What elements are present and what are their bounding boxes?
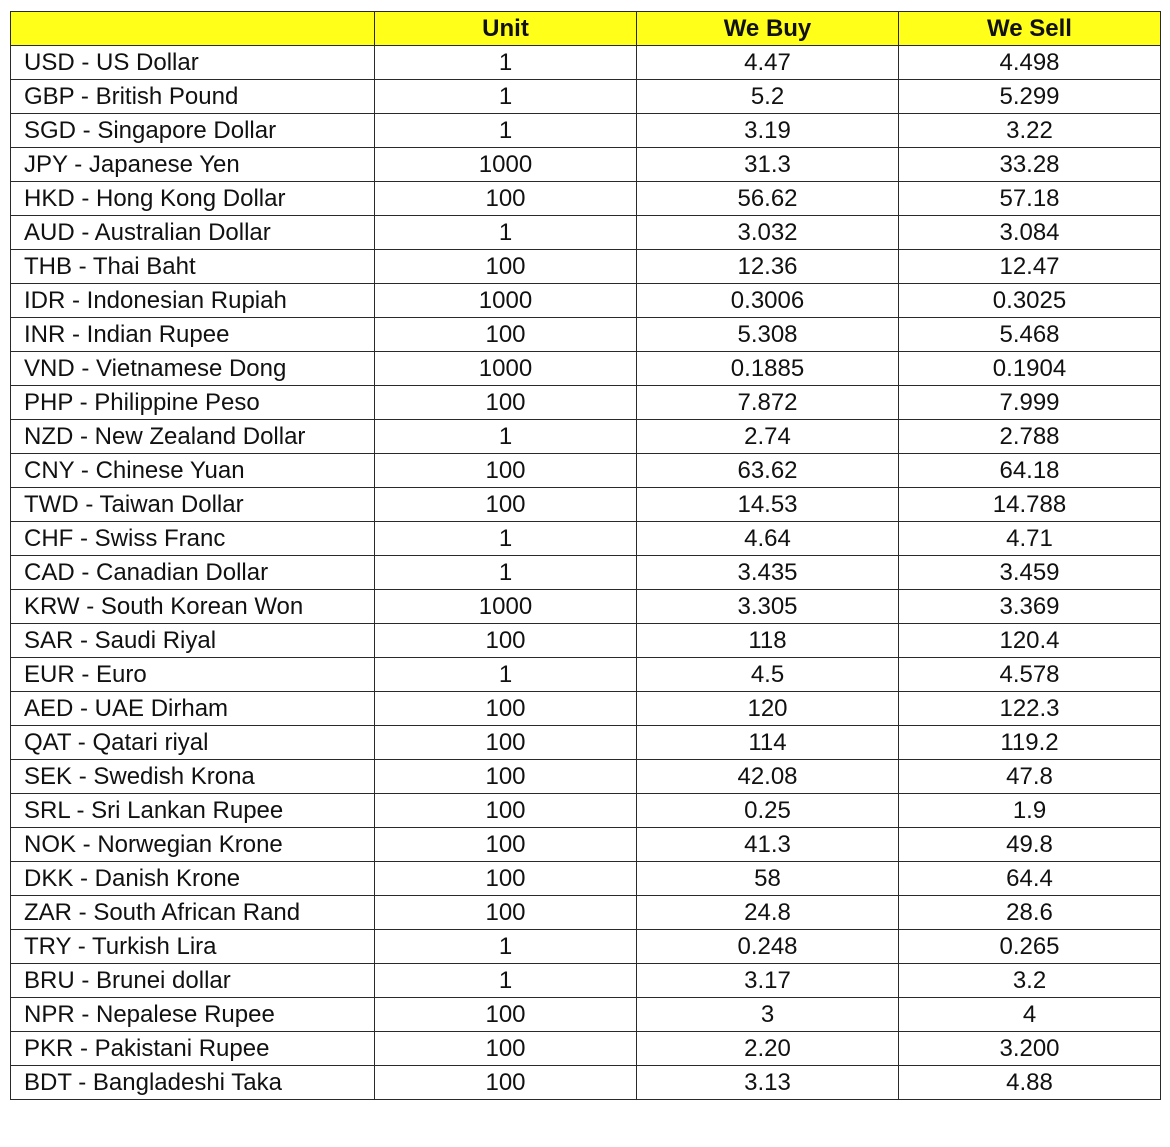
unit-cell: 100 bbox=[375, 624, 637, 658]
currency-cell: PHP - Philippine Peso bbox=[11, 386, 375, 420]
we-buy-cell: 120 bbox=[637, 692, 899, 726]
we-buy-cell: 4.5 bbox=[637, 658, 899, 692]
unit-cell: 100 bbox=[375, 250, 637, 284]
we-buy-cell: 12.36 bbox=[637, 250, 899, 284]
header-row bbox=[11, 12, 1161, 46]
we-sell-cell: 33.28 bbox=[899, 148, 1161, 182]
currency-cell: DKK - Danish Krone bbox=[11, 862, 375, 896]
table-header bbox=[11, 12, 1161, 46]
we-buy-cell: 31.3 bbox=[637, 148, 899, 182]
unit-cell: 1 bbox=[375, 930, 637, 964]
we-buy-cell: 3.19 bbox=[637, 114, 899, 148]
table-row bbox=[11, 658, 1161, 692]
we-buy-cell: 56.62 bbox=[637, 182, 899, 216]
unit-cell: 100 bbox=[375, 896, 637, 930]
currency-cell: NZD - New Zealand Dollar bbox=[11, 420, 375, 454]
we-sell-cell: 64.18 bbox=[899, 454, 1161, 488]
currency-cell: SGD - Singapore Dollar bbox=[11, 114, 375, 148]
currency-cell: TRY - Turkish Lira bbox=[11, 930, 375, 964]
we-sell-cell: 64.4 bbox=[899, 862, 1161, 896]
we-sell-cell: 0.1904 bbox=[899, 352, 1161, 386]
we-buy-cell: 3.032 bbox=[637, 216, 899, 250]
unit-cell: 1 bbox=[375, 522, 637, 556]
we-buy-cell: 5.308 bbox=[637, 318, 899, 352]
table-row bbox=[11, 46, 1161, 80]
unit-cell: 1 bbox=[375, 964, 637, 998]
table-row bbox=[11, 726, 1161, 760]
currency-cell: AED - UAE Dirham bbox=[11, 692, 375, 726]
we-buy-cell: 42.08 bbox=[637, 760, 899, 794]
we-sell-cell: 5.299 bbox=[899, 80, 1161, 114]
we-buy-cell: 0.3006 bbox=[637, 284, 899, 318]
unit-cell: 1000 bbox=[375, 148, 637, 182]
currency-cell: HKD - Hong Kong Dollar bbox=[11, 182, 375, 216]
we-sell-cell: 28.6 bbox=[899, 896, 1161, 930]
table-row bbox=[11, 760, 1161, 794]
table-row bbox=[11, 590, 1161, 624]
we-buy-cell: 3.17 bbox=[637, 964, 899, 998]
unit-cell: 1 bbox=[375, 216, 637, 250]
unit-cell: 1 bbox=[375, 80, 637, 114]
we-sell-cell: 3.22 bbox=[899, 114, 1161, 148]
table-row bbox=[11, 488, 1161, 522]
currency-cell: CNY - Chinese Yuan bbox=[11, 454, 375, 488]
table-row bbox=[11, 794, 1161, 828]
unit-cell: 100 bbox=[375, 794, 637, 828]
currency-cell: NPR - Nepalese Rupee bbox=[11, 998, 375, 1032]
we-buy-cell: 41.3 bbox=[637, 828, 899, 862]
we-buy-cell: 3 bbox=[637, 998, 899, 1032]
table-row bbox=[11, 80, 1161, 114]
table-row bbox=[11, 624, 1161, 658]
we-buy-cell: 7.872 bbox=[637, 386, 899, 420]
table-row bbox=[11, 284, 1161, 318]
table-row bbox=[11, 352, 1161, 386]
table-row bbox=[11, 930, 1161, 964]
we-sell-cell: 4 bbox=[899, 998, 1161, 1032]
table-row bbox=[11, 522, 1161, 556]
we-buy-cell: 4.47 bbox=[637, 46, 899, 80]
we-sell-cell: 5.468 bbox=[899, 318, 1161, 352]
we-sell-cell: 2.788 bbox=[899, 420, 1161, 454]
we-buy-cell: 3.305 bbox=[637, 590, 899, 624]
table-row bbox=[11, 318, 1161, 352]
currency-cell: ZAR - South African Rand bbox=[11, 896, 375, 930]
we-sell-cell: 14.788 bbox=[899, 488, 1161, 522]
table-row bbox=[11, 454, 1161, 488]
we-buy-cell: 118 bbox=[637, 624, 899, 658]
we-sell-cell: 120.4 bbox=[899, 624, 1161, 658]
we-buy-cell: 0.25 bbox=[637, 794, 899, 828]
table-row bbox=[11, 692, 1161, 726]
we-sell-cell: 3.2 bbox=[899, 964, 1161, 998]
we-buy-cell: 3.13 bbox=[637, 1066, 899, 1100]
we-sell-cell: 122.3 bbox=[899, 692, 1161, 726]
currency-cell: BDT - Bangladeshi Taka bbox=[11, 1066, 375, 1100]
currency-cell: SEK - Swedish Krona bbox=[11, 760, 375, 794]
table-row bbox=[11, 250, 1161, 284]
we-sell-cell: 1.9 bbox=[899, 794, 1161, 828]
we-buy-cell: 114 bbox=[637, 726, 899, 760]
table-row bbox=[11, 998, 1161, 1032]
we-sell-cell: 57.18 bbox=[899, 182, 1161, 216]
unit-cell: 100 bbox=[375, 1066, 637, 1100]
unit-cell: 100 bbox=[375, 726, 637, 760]
table-row bbox=[11, 182, 1161, 216]
currency-cell: THB - Thai Baht bbox=[11, 250, 375, 284]
table-row bbox=[11, 216, 1161, 250]
table-row bbox=[11, 386, 1161, 420]
we-buy-cell: 2.74 bbox=[637, 420, 899, 454]
table-row bbox=[11, 556, 1161, 590]
header-we-sell: We Sell bbox=[899, 12, 1161, 46]
we-sell-cell: 3.200 bbox=[899, 1032, 1161, 1066]
we-buy-cell: 5.2 bbox=[637, 80, 899, 114]
we-buy-cell: 58 bbox=[637, 862, 899, 896]
header-currency bbox=[11, 12, 375, 46]
we-sell-cell: 3.369 bbox=[899, 590, 1161, 624]
currency-cell: SAR - Saudi Riyal bbox=[11, 624, 375, 658]
unit-cell: 100 bbox=[375, 1032, 637, 1066]
unit-cell: 100 bbox=[375, 692, 637, 726]
unit-cell: 100 bbox=[375, 182, 637, 216]
currency-cell: GBP - British Pound bbox=[11, 80, 375, 114]
we-sell-cell: 3.084 bbox=[899, 216, 1161, 250]
table-row bbox=[11, 114, 1161, 148]
we-sell-cell: 0.3025 bbox=[899, 284, 1161, 318]
unit-cell: 100 bbox=[375, 318, 637, 352]
currency-cell: NOK - Norwegian Krone bbox=[11, 828, 375, 862]
unit-cell: 1 bbox=[375, 46, 637, 80]
header-unit: Unit bbox=[375, 12, 637, 46]
we-sell-cell: 119.2 bbox=[899, 726, 1161, 760]
unit-cell: 1 bbox=[375, 420, 637, 454]
currency-cell: TWD - Taiwan Dollar bbox=[11, 488, 375, 522]
we-buy-cell: 3.435 bbox=[637, 556, 899, 590]
unit-cell: 100 bbox=[375, 998, 637, 1032]
table-row bbox=[11, 148, 1161, 182]
currency-cell: INR - Indian Rupee bbox=[11, 318, 375, 352]
currency-cell: BRU - Brunei dollar bbox=[11, 964, 375, 998]
we-sell-cell: 7.999 bbox=[899, 386, 1161, 420]
unit-cell: 100 bbox=[375, 386, 637, 420]
we-buy-cell: 24.8 bbox=[637, 896, 899, 930]
table-row bbox=[11, 862, 1161, 896]
table-row bbox=[11, 420, 1161, 454]
table-row bbox=[11, 828, 1161, 862]
unit-cell: 100 bbox=[375, 760, 637, 794]
we-buy-cell: 14.53 bbox=[637, 488, 899, 522]
currency-cell: QAT - Qatari riyal bbox=[11, 726, 375, 760]
we-buy-cell: 0.248 bbox=[637, 930, 899, 964]
currency-cell: USD - US Dollar bbox=[11, 46, 375, 80]
currency-cell: AUD - Australian Dollar bbox=[11, 216, 375, 250]
we-sell-cell: 47.8 bbox=[899, 760, 1161, 794]
unit-cell: 1 bbox=[375, 114, 637, 148]
currency-cell: EUR - Euro bbox=[11, 658, 375, 692]
currency-cell: VND - Vietnamese Dong bbox=[11, 352, 375, 386]
unit-cell: 1000 bbox=[375, 284, 637, 318]
we-buy-cell: 2.20 bbox=[637, 1032, 899, 1066]
unit-cell: 1 bbox=[375, 556, 637, 590]
we-sell-cell: 12.47 bbox=[899, 250, 1161, 284]
table-body bbox=[11, 46, 1161, 1100]
currency-cell: CHF - Swiss Franc bbox=[11, 522, 375, 556]
we-sell-cell: 0.265 bbox=[899, 930, 1161, 964]
table-row bbox=[11, 1032, 1161, 1066]
we-sell-cell: 4.71 bbox=[899, 522, 1161, 556]
unit-cell: 100 bbox=[375, 454, 637, 488]
unit-cell: 100 bbox=[375, 828, 637, 862]
unit-cell: 1 bbox=[375, 658, 637, 692]
we-sell-cell: 3.459 bbox=[899, 556, 1161, 590]
we-buy-cell: 4.64 bbox=[637, 522, 899, 556]
unit-cell: 100 bbox=[375, 862, 637, 896]
we-buy-cell: 63.62 bbox=[637, 454, 899, 488]
we-sell-cell: 49.8 bbox=[899, 828, 1161, 862]
currency-cell: PKR - Pakistani Rupee bbox=[11, 1032, 375, 1066]
currency-cell: SRL - Sri Lankan Rupee bbox=[11, 794, 375, 828]
exchange-rate-table bbox=[10, 11, 1161, 1100]
unit-cell: 100 bbox=[375, 488, 637, 522]
currency-cell: IDR - Indonesian Rupiah bbox=[11, 284, 375, 318]
unit-cell: 1000 bbox=[375, 590, 637, 624]
table-row bbox=[11, 1066, 1161, 1100]
currency-cell: KRW - South Korean Won bbox=[11, 590, 375, 624]
table-row bbox=[11, 964, 1161, 998]
currency-cell: CAD - Canadian Dollar bbox=[11, 556, 375, 590]
unit-cell: 1000 bbox=[375, 352, 637, 386]
we-sell-cell: 4.498 bbox=[899, 46, 1161, 80]
currency-cell: JPY - Japanese Yen bbox=[11, 148, 375, 182]
we-buy-cell: 0.1885 bbox=[637, 352, 899, 386]
table-row bbox=[11, 896, 1161, 930]
we-sell-cell: 4.88 bbox=[899, 1066, 1161, 1100]
header-we-buy: We Buy bbox=[637, 12, 899, 46]
we-sell-cell: 4.578 bbox=[899, 658, 1161, 692]
